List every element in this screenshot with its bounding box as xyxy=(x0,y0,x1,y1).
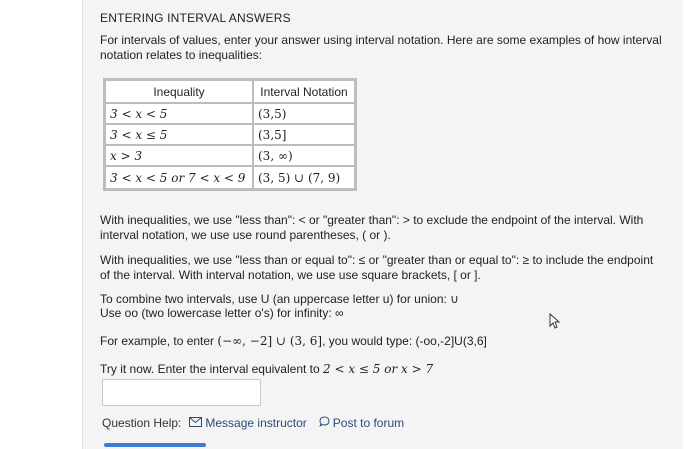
table-cell-interval: (3,5) xyxy=(253,103,355,124)
table-cell-inequality: x > 3 xyxy=(105,145,253,166)
table-row xyxy=(105,124,355,145)
example-suffix: , you would type: (-oo,-2]U(3,6] xyxy=(322,334,487,348)
question-help xyxy=(102,416,404,430)
try-prefix: Try it now. Enter the interval equivalent to xyxy=(100,362,320,376)
table-row xyxy=(105,166,355,189)
table-header-interval: Interval Notation xyxy=(253,80,355,103)
table-row xyxy=(105,145,355,166)
example-math: (−∞, −2] ∪ (3, 6] xyxy=(217,334,323,348)
infinity-text: Use oo (two lowercase letter o's) for infinity: ∞ xyxy=(100,306,344,320)
table-cell-interval: (3, ∞) xyxy=(253,145,355,166)
table-cell-interval: (3, 5) ∪ (7, 9) xyxy=(253,166,355,189)
submit-button-edge[interactable] xyxy=(104,443,206,447)
table-cell-interval: (3,5] xyxy=(253,124,355,145)
table-cell-inequality: 3 < x < 5 xyxy=(105,103,253,124)
post-to-forum-label: Post to forum xyxy=(332,416,405,430)
question-help-label: Question Help: xyxy=(102,416,182,430)
envelope-icon xyxy=(189,416,202,430)
table-header-inequality: Inequality xyxy=(105,80,253,103)
table-cell-inequality: 3 < x < 5 or 7 < x < 9 xyxy=(105,166,253,189)
table-row xyxy=(105,103,355,124)
mouse-cursor-icon xyxy=(549,313,561,334)
speech-bubble-icon xyxy=(319,416,330,430)
example-prefix: For example, to enter xyxy=(100,334,215,348)
example-line xyxy=(100,334,660,349)
table-cell-inequality: 3 < x ≤ 5 xyxy=(105,124,253,145)
message-instructor-link[interactable] xyxy=(189,416,306,430)
post-to-forum-link[interactable] xyxy=(319,416,404,430)
message-instructor-label: Message instructor xyxy=(205,416,307,430)
try-line xyxy=(100,362,660,377)
less-than-text: With inequalities, we use "less than": < or "greater than": > to exclude the endpoint of the interval. With interval notation, we use use round parentheses, ( or ). xyxy=(100,213,644,242)
inequality-table xyxy=(103,78,357,191)
section-heading: ENTERING INTERVAL ANSWERS xyxy=(100,11,291,25)
try-math: 2 < x ≤ 5 or x > 7 xyxy=(323,362,434,376)
table-header-row xyxy=(105,80,355,103)
less-equal-text: With inequalities, we use "less than or equal to": ≤ or "greater than or equal to": ≥ to include the endpoint of the interval. With interval notation, we use use square brackets, [ or ]. xyxy=(100,253,654,282)
intro-text: For intervals of values, enter your answer using interval notation. Here are some examples of how interval notation relates to inequalities: xyxy=(100,33,662,62)
answer-input[interactable] xyxy=(102,379,261,406)
union-text: To combine two intervals, use U (an uppercase letter u) for union: ∪ xyxy=(100,292,459,306)
